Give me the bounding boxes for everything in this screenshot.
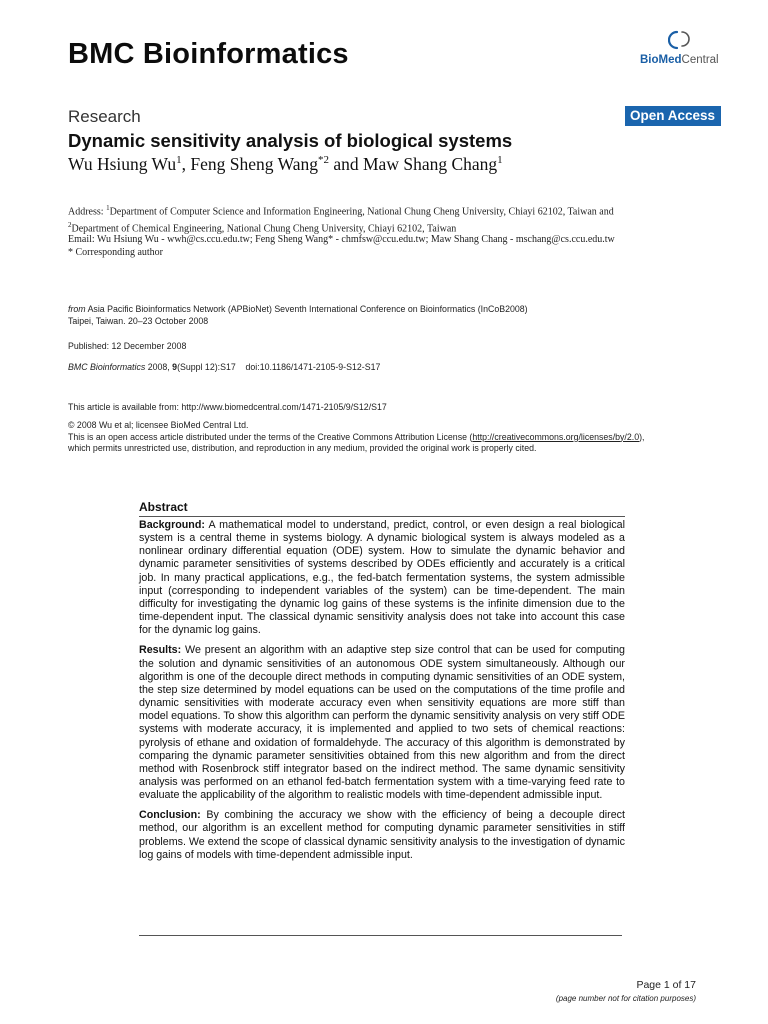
citation-volume: 9 [172, 362, 178, 372]
author-name: Maw Shang Chang [363, 154, 498, 174]
address-text: Department of Chemical Engineering, National Chung Cheng University, Chiayi 62102, Taiwan [71, 223, 457, 235]
citation-year: 2008, [145, 362, 173, 372]
address-line-1 [68, 202, 614, 219]
abstract-bottom-rule [139, 935, 622, 936]
author-affiliation: 1 [176, 154, 182, 167]
conference-info [68, 304, 528, 327]
journal-title: BMC Bioinformatics [68, 38, 349, 70]
author-separator: , [181, 154, 191, 174]
license-text-line2: which permits unrestricted use, distribution, and reproduction in any medium, provided the original work is properly cited. [68, 443, 537, 453]
biomed-central-logo-icon [668, 30, 690, 50]
copyright: © 2008 Wu et al; licensee BioMed Central Ltd. [68, 420, 249, 430]
author-name: Wu Hsiung Wu [68, 154, 177, 174]
email-line: Email: Wu Hsiung Wu - wwh@cs.ccu.edu.tw; Feng Sheng Wang* - chmfsw@ccu.edu.tw; Maw Shang Chang - mschang@cs.ccu.edu.tw [68, 234, 615, 245]
address-label: Address: [68, 206, 107, 218]
author-affiliation: *2 [317, 154, 329, 167]
conference-from: from [68, 304, 86, 314]
author-name: Feng Sheng Wang [190, 154, 318, 174]
address-block [68, 202, 614, 236]
license-text-end: ), [639, 431, 645, 442]
address-text: Department of Computer Science and Information Engineering, National Chung Cheng University, Chiayi 62102, Taiwan and [109, 206, 614, 218]
abstract-background-label: Background: [139, 519, 205, 531]
abstract-conclusion-label: Conclusion: [139, 809, 201, 822]
email-block [68, 234, 615, 259]
author-affiliation: 1 [497, 154, 503, 167]
page-number: Page 1 of 17 [636, 979, 696, 991]
biomed-central-logo [640, 30, 726, 70]
abstract-conclusion [139, 809, 625, 862]
conference-name: Asia Pacific Bioinformatics Network (APBioNet) Seventh International Conference on Bioinformatics (InCoB2008) [85, 304, 528, 314]
abstract-heading: Abstract [139, 500, 625, 517]
open-access-badge: Open Access [625, 106, 721, 126]
abstract-background-text: A mathematical model to understand, predict, control, or even design a real biological system is a central theme in systems biology. A dynamic biological system is always modeled as a nonlinear ordinary differential equation (ODE) system. How to simulate the dynamic behavior and dynamic parameter sensitivities of systems described by ODEs efficiently and accurately is a critical job. In many practical applications, e.g., the fed-batch fermentation systems, the system admissible input (corresponding to independent variables of the system) can be time-dependent. The main difficulty for investigating the dynamic log gains of these systems is the infinite dimension due to the time-dependent input. The classical dynamic sensitivity analysis does not take into account this case for the dynamic log gains. [139, 519, 625, 637]
article-title: Dynamic sensitivity analysis of biological systems [68, 130, 513, 151]
license-block [68, 420, 644, 455]
abstract-results-text: We present an algorithm with an adaptive step size control that can be used for computing the solution and dynamic sensitivities of an autonomous ODE system simultaneously. Although our algorithm is one of the decouple direct methods in computing dynamic sensitivities of an ODE system, the step size determined by model equations can be used on the computations of the time profile and dynamic sensitivities with moderate accuracy even when sensitivity equations are more stiff than model equations. To show this algorithm can perform the dynamic sensitivity analysis on very stiff ODE systems with moderate accuracy, it is implemented and applied to two sets of chemical reactions: pyrolysis of ethane and oxidation of formaldehyde. The accuracy of this algorithm is demonstrated by comparing the dynamic parameter sensitivities obtained from this new algorithm and from the direct method with Rosenbrock stiff integrator based on the indirect method. The same dynamic sensitivity analysis was performed on an ethanol fed-batch fermentation system with a time-varying feed rate to evaluate the applicability of the algorithm to realistic models with time-dependent admissible input. [139, 644, 625, 802]
license-link[interactable]: http://creativecommons.org/licenses/by/2.0 [472, 431, 640, 442]
abstract-conclusion-text: By combining the accuracy we show with the efficiency of being a decouple direct method, our algorithm is an excellent method for computing dynamic parameter sensitivities in stiff problems. We extend the scope of classical dynamic sensitivity analysis to the investigation of dynamic log gains of models with time-dependent admissible input. [139, 809, 625, 861]
corresponding-author: * Corresponding author [68, 246, 163, 258]
abstract-results-label: Results: [139, 644, 182, 657]
abstract-box [139, 500, 625, 862]
citation-details: (Suppl 12):S17 doi:10.1186/1471-2105-9-S12-S17 [177, 362, 381, 372]
abstract-background [139, 519, 625, 637]
page-number-note: (page number not for citation purposes) [555, 994, 696, 1003]
logo-central-text: Central [681, 54, 719, 66]
published-date: Published: 12 December 2008 [68, 341, 187, 351]
license-text: This is an open access article distributed under the terms of the Creative Commons Attribution License ( [68, 431, 473, 442]
citation-journal: BMC Bioinformatics [68, 362, 146, 372]
citation [68, 362, 380, 374]
address-sup: 1 [106, 204, 110, 212]
author-list [68, 154, 503, 175]
article-section: Research [68, 107, 141, 126]
address-sup: 2 [68, 220, 72, 229]
author-separator: and [328, 154, 363, 174]
logo-biomed-text: BioMed [640, 54, 682, 66]
abstract-results [139, 644, 625, 802]
article-url: This article is available from: http://www.biomedcentral.com/1471-2105/9/S12/S17 [68, 402, 387, 412]
conference-location: Taipei, Taiwan. 20–23 October 2008 [68, 315, 209, 326]
